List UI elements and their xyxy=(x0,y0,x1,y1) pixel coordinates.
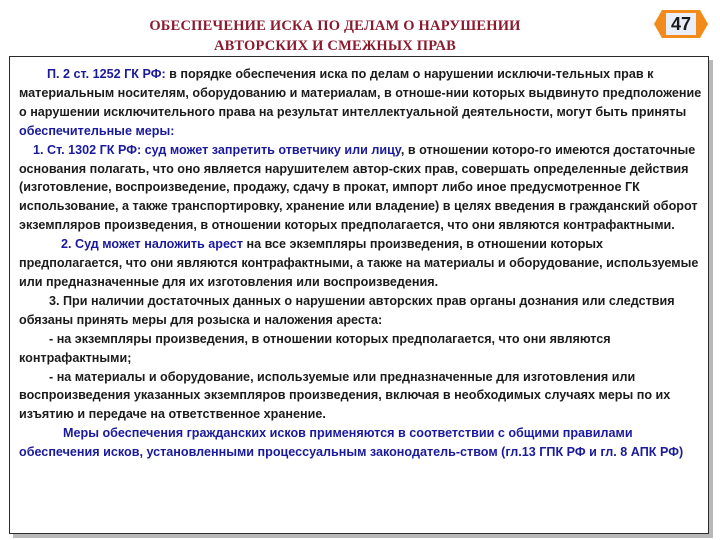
slide-title xyxy=(70,16,600,56)
paragraph-text: Меры обеспечения гражданских исков применяются в соответствии с общими правилами обеспечения исков, установленными процессуальным законодатель-ством (гл.13 ГПК РФ и гл. 8 АПК РФ) xyxy=(19,426,684,460)
emphasis-text: обеспечительные меры: xyxy=(19,123,175,138)
paragraph-text: в порядке обеспечения иска по делам о нарушении исключи-тельных прав к материальным носителям, оборудованию и материалам, в отноше-нии которых выдвинуто предположение о нарушении исключительного права на результат интеллектуальной деятельности, могут быть приняты xyxy=(19,67,702,119)
paragraph-text: - на материалы и оборудование, используемые или предназначенные для изготовления или воспроизведения указанных экземпляров произведения, включая в необходимых случаях меры по их изъятию и передаче на ответственное хранение. xyxy=(19,369,671,422)
paragraph-4 xyxy=(19,292,705,330)
paragraph-2 xyxy=(19,141,705,236)
paragraph-text: 3. При наличии достаточных данных о нарушении авторских прав органы дознания или следствия обязаны принять меры для розыска и наложения ареста: xyxy=(19,293,675,327)
legal-reference: П. 2 ст. 1252 ГК РФ: xyxy=(47,67,166,81)
page-number-badge xyxy=(652,6,710,42)
paragraph-3 xyxy=(19,235,705,292)
content-panel xyxy=(9,56,709,534)
paragraph-text: - на экземпляры произведения, в отношении которых предполагается, что они являются контрафактными; xyxy=(19,331,611,365)
legal-reference: 1. Ст. 1302 ГК РФ: суд может запретить ответчику или лицу xyxy=(33,142,401,157)
list-item xyxy=(19,330,705,368)
emphasis-text: 2. Суд может наложить арест xyxy=(61,237,243,252)
page-number: 47 xyxy=(670,14,692,34)
document-body xyxy=(19,65,705,462)
title-line-1: ОБЕСПЕЧЕНИЕ ИСКА ПО ДЕЛАМ О НАРУШЕНИИ xyxy=(149,18,521,34)
paragraph-text: , в отношении которо-го имеются достаточные основания полагать, что оно является нарушителем автор-ских прав, совершать определенные действия (изготовление, воспроизведение, продажу, сдачу в прокат, импорт либо иное предусмотренное ГК использование, а также транспортировку, хранение или владение) в целях введения в гражданский оборот экземпляров произведения, в отношении которых предполагается, что они являются контрафактными. xyxy=(19,142,698,233)
paragraph-1 xyxy=(19,65,705,141)
list-item xyxy=(19,368,705,425)
title-line-2: АВТОРСКИХ И СМЕЖНЫХ ПРАВ xyxy=(213,38,456,54)
paragraph-text: на все экземпляры произведения, в отношении которых предполагается, что они являются контрафактными, а также на материалы и оборудование, используемые или предназначенные для их изготовления или воспроизведения. xyxy=(19,237,699,289)
paragraph-conclusion xyxy=(19,424,705,462)
